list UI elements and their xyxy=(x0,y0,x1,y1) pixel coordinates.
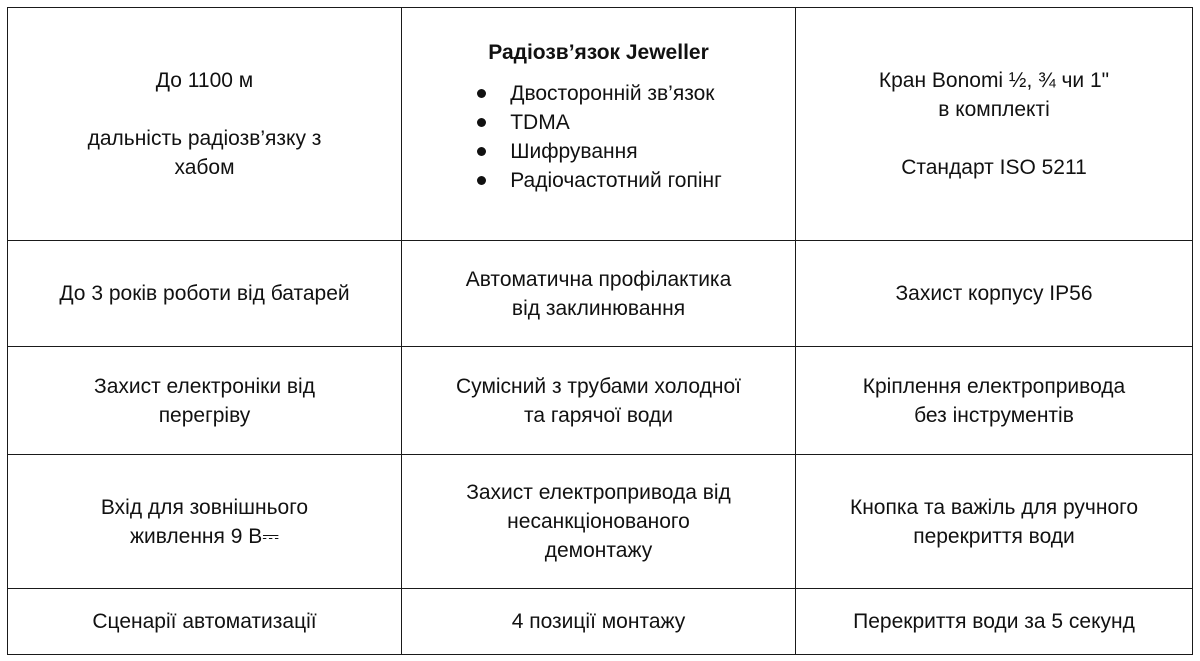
list-item xyxy=(475,166,722,195)
valve-standard: Стандарт ISO 5211 xyxy=(901,156,1087,179)
automation-text: Сценарії автоматизації xyxy=(92,610,317,633)
bullet-text: Радіочастотний гопінг xyxy=(510,169,722,192)
cell-shutoff-time xyxy=(796,589,1192,654)
pipes-line1: Сумісний з трубами холодної xyxy=(456,374,741,398)
shutoff-time-text: Перекриття води за 5 секунд xyxy=(853,610,1135,633)
anti-jam-line2: від заклинювання xyxy=(511,296,686,320)
mounting-tools-line1: Кріплення електропривода xyxy=(862,374,1126,398)
cell-valve xyxy=(796,8,1192,241)
bullet-icon xyxy=(477,176,486,185)
positions-text: 4 позиції монтажу xyxy=(511,610,686,633)
cell-tamper xyxy=(402,455,796,589)
range-desc-line2: хабом xyxy=(174,156,235,179)
overheat-line2: перегріву xyxy=(158,403,251,427)
overheat-line1: Захист електроніки від xyxy=(94,374,315,398)
list-item xyxy=(475,137,722,166)
bullet-text: Двосторонній зв’язок xyxy=(510,82,715,105)
jeweller-bullets xyxy=(475,79,722,195)
tamper-line1: Захист електропривода від xyxy=(466,481,731,504)
bullet-icon xyxy=(477,89,486,98)
cell-ip-rating xyxy=(796,241,1192,347)
cell-jeweller xyxy=(402,8,796,241)
cell-range xyxy=(8,8,402,241)
range-value: До 1100 м xyxy=(155,69,254,92)
list-item xyxy=(475,108,722,137)
external-power-line2: живлення 9 В⎓ xyxy=(129,524,280,548)
cell-positions xyxy=(402,589,796,654)
tamper-line3: демонтажу xyxy=(544,539,653,562)
cell-anti-jam xyxy=(402,241,796,347)
manual-control-line2: перекриття води xyxy=(913,524,1075,548)
ip-rating-text: Захист корпусу IP56 xyxy=(895,282,1093,305)
cell-mounting-tools xyxy=(796,347,1192,455)
valve-line2: в комплекті xyxy=(938,98,1050,121)
cell-battery xyxy=(8,241,402,347)
cell-automation xyxy=(8,589,402,654)
external-power-line1: Вхід для зовнішнього xyxy=(100,495,309,519)
cell-external-power xyxy=(8,455,402,589)
mounting-tools-line2: без інструментів xyxy=(914,403,1074,427)
list-item xyxy=(475,79,722,108)
anti-jam-line1: Автоматична профілактика xyxy=(465,267,732,291)
jeweller-title: Радіозв’язок Jeweller xyxy=(488,41,709,64)
battery-text: До 3 років роботи від батарей xyxy=(59,282,350,305)
tamper-line2: несанкціонованого xyxy=(507,510,690,533)
bullet-text: TDMA xyxy=(510,111,570,134)
cell-pipes xyxy=(402,347,796,455)
manual-control-line1: Кнопка та важіль для ручного xyxy=(849,495,1139,519)
bullet-icon xyxy=(477,118,486,127)
range-desc-line1: дальність радіозв’язку з xyxy=(87,127,322,150)
features-table xyxy=(7,7,1193,655)
valve-line1: Кран Bonomi ½, ¾ чи 1" xyxy=(878,69,1110,92)
bullet-icon xyxy=(477,147,486,156)
cell-overheat xyxy=(8,347,402,455)
pipes-line2: та гарячої води xyxy=(524,403,673,427)
bullet-text: Шифрування xyxy=(510,140,638,163)
cell-manual-control xyxy=(796,455,1192,589)
